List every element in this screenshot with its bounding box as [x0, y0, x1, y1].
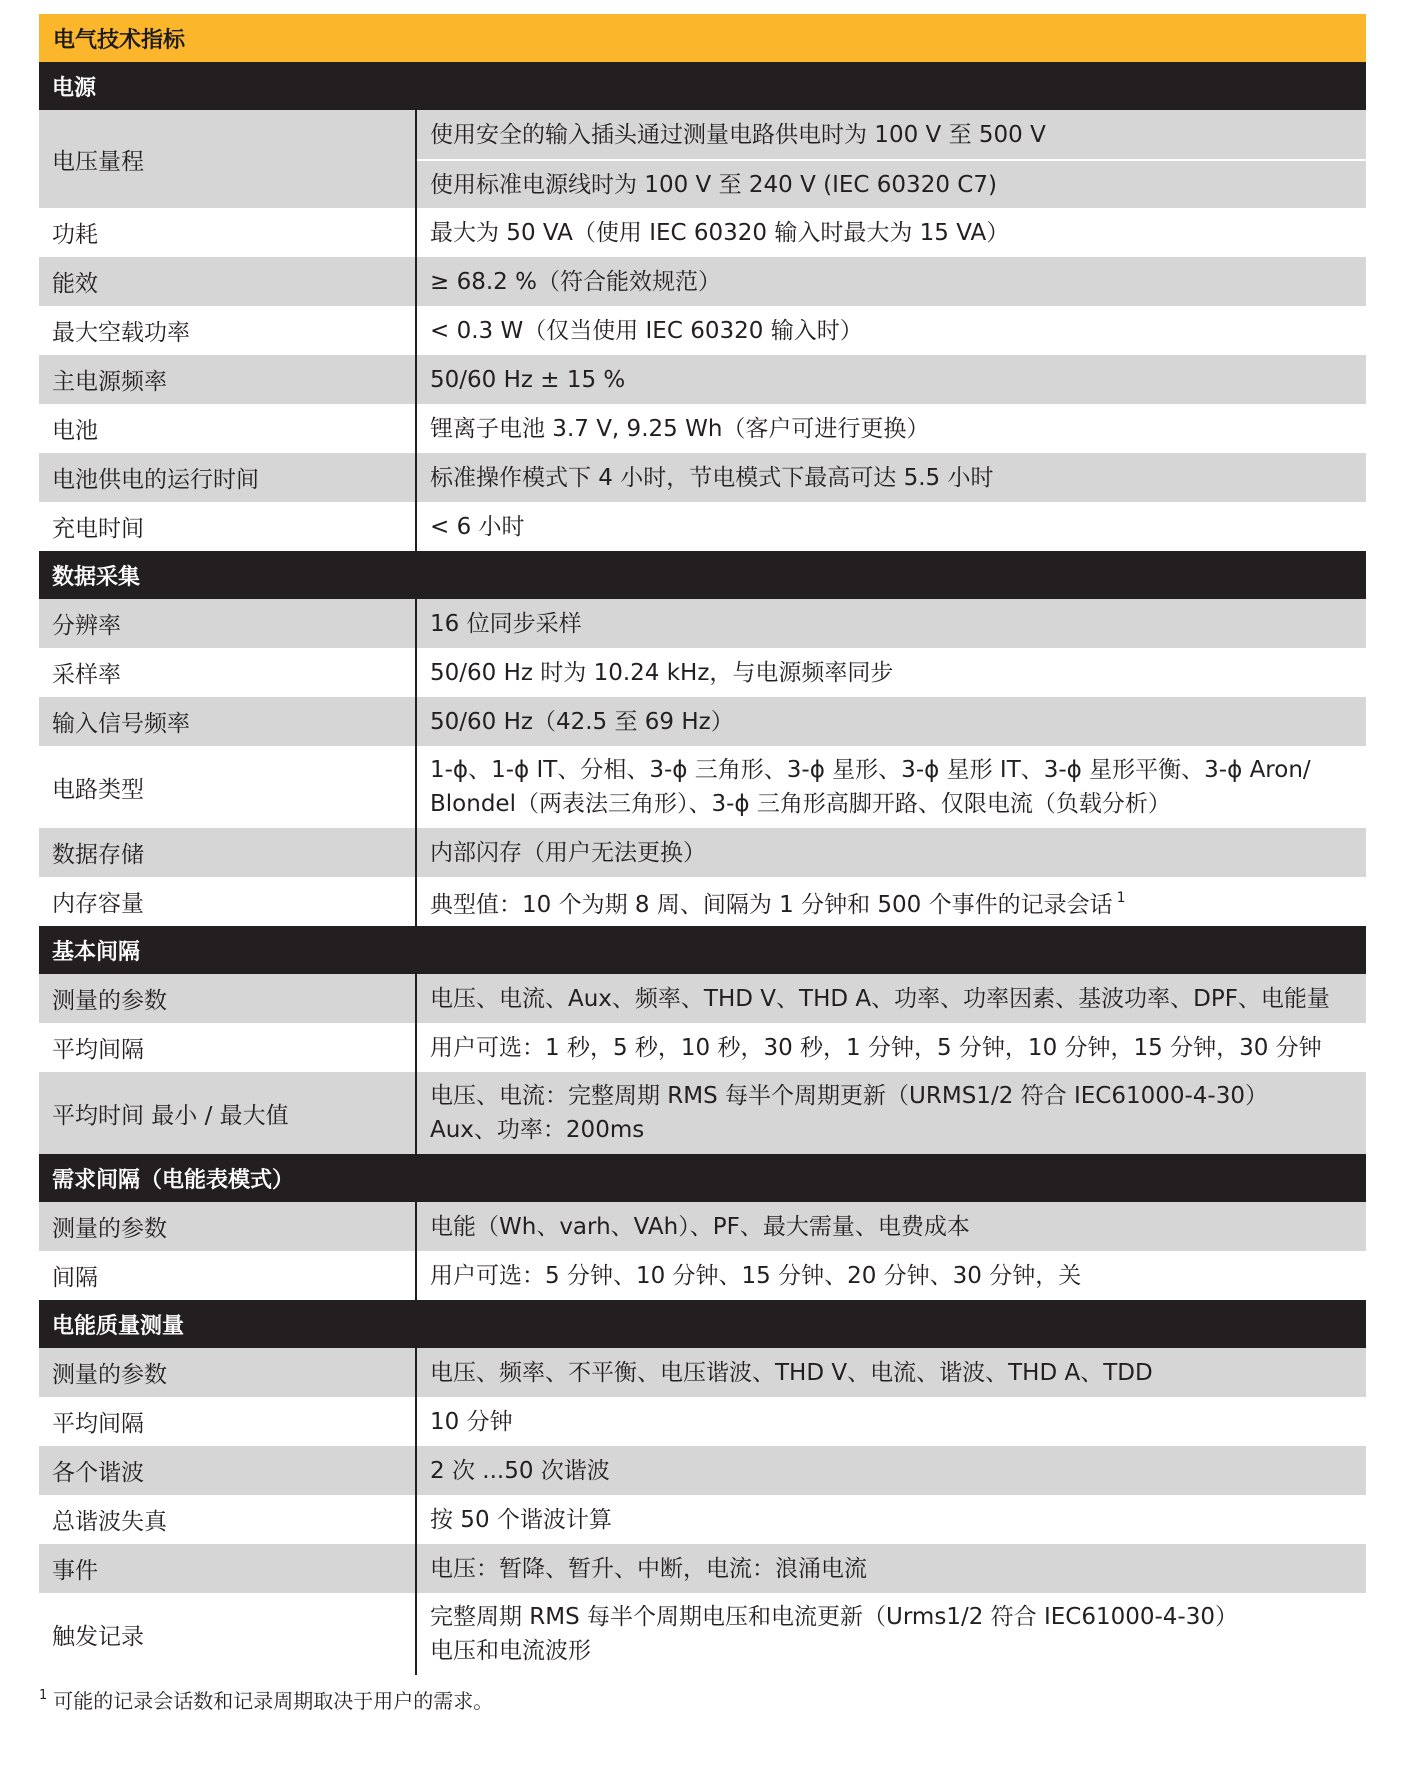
table-row — [39, 502, 1366, 551]
value-line-wrap — [430, 787, 1358, 821]
table-row — [39, 746, 1366, 828]
row-label: 平均间隔 — [39, 1397, 417, 1446]
row-label: 触发记录 — [39, 1593, 417, 1675]
row-label: 功耗 — [39, 208, 417, 257]
row-value — [417, 1446, 1366, 1495]
row-value — [417, 1023, 1366, 1072]
row-value — [417, 159, 1366, 208]
value-line-wrap — [430, 982, 1358, 1016]
table-row — [39, 306, 1366, 355]
row-values — [417, 877, 1366, 926]
row-label: 电池 — [39, 404, 417, 453]
value-line-wrap — [430, 656, 1358, 690]
row-value — [417, 502, 1366, 551]
value-line-wrap — [430, 168, 1358, 202]
row-label: 电压量程 — [39, 110, 417, 208]
row-values — [417, 697, 1366, 746]
value-line-wrap — [430, 1634, 1358, 1668]
value-line-wrap — [430, 1210, 1358, 1244]
value-line: 使用安全的输入插头通过测量电路供电时为 100 V 至 500 V — [430, 121, 1046, 148]
value-line-wrap — [430, 1454, 1358, 1488]
value-line-wrap — [430, 510, 1358, 544]
row-values — [417, 746, 1366, 828]
value-line: 50/60 Hz 时为 10.24 kHz，与电源频率同步 — [430, 659, 894, 686]
value-line: 完整周期 RMS 每半个周期电压和电流更新（Urms1/2 符合 IEC61000-4-30） — [430, 1604, 1238, 1630]
value-line: 电能（Wh、varh、VAh）、PF、最大需量、电费成本 — [430, 1213, 970, 1240]
table-row — [39, 1446, 1366, 1495]
table-row — [39, 648, 1366, 697]
row-value — [417, 110, 1366, 159]
table-row — [39, 1348, 1366, 1397]
row-value — [417, 453, 1366, 502]
value-line-wrap — [430, 118, 1358, 152]
row-label: 测量的参数 — [39, 974, 417, 1023]
row-label: 分辨率 — [39, 599, 417, 648]
table-row — [39, 1544, 1366, 1593]
table-row — [39, 1397, 1366, 1446]
row-value — [417, 208, 1366, 257]
spec-table — [39, 14, 1366, 1675]
table-row — [39, 1495, 1366, 1544]
value-line: 电压、电流：完整周期 RMS 每半个周期更新（URMS1/2 符合 IEC61000-4-30） — [430, 1083, 1268, 1109]
row-value — [417, 648, 1366, 697]
table-row — [39, 1072, 1366, 1154]
row-values — [417, 1446, 1366, 1495]
table-row — [39, 1593, 1366, 1675]
value-line-wrap — [430, 314, 1358, 348]
row-values — [417, 1072, 1366, 1154]
section-heading: 基本间隔 — [39, 926, 1366, 974]
table-row — [39, 1202, 1366, 1251]
row-label: 采样率 — [39, 648, 417, 697]
value-line-wrap — [430, 1600, 1358, 1634]
row-value — [417, 1348, 1366, 1397]
row-value — [417, 974, 1366, 1023]
row-values — [417, 404, 1366, 453]
row-values — [417, 502, 1366, 551]
row-label: 主电源频率 — [39, 355, 417, 404]
row-value — [417, 355, 1366, 404]
row-value — [417, 599, 1366, 648]
row-values — [417, 648, 1366, 697]
row-value — [417, 746, 1366, 828]
row-values — [417, 208, 1366, 257]
row-values — [417, 1202, 1366, 1251]
value-line: 按 50 个谐波计算 — [430, 1506, 612, 1533]
table-row — [39, 1251, 1366, 1300]
row-value — [417, 697, 1366, 746]
row-values — [417, 1397, 1366, 1446]
row-label: 平均时间 最小 / 最大值 — [39, 1072, 417, 1154]
row-label: 总谐波失真 — [39, 1495, 417, 1544]
value-line-wrap — [430, 1405, 1358, 1439]
row-value — [417, 1544, 1366, 1593]
value-line: 内部闪存（用户无法更换） — [430, 839, 706, 866]
value-line: < 6 小时 — [430, 513, 525, 540]
table-row — [39, 828, 1366, 877]
value-line: 使用标准电源线时为 100 V 至 240 V (IEC 60320 C7) — [430, 171, 997, 198]
row-label: 各个谐波 — [39, 1446, 417, 1495]
table-row — [39, 1023, 1366, 1072]
row-value — [417, 306, 1366, 355]
value-line: Aux、功率：200ms — [430, 1117, 645, 1143]
value-line: 电压、电流、Aux、频率、THD V、THD A、功率、功率因素、基波功率、DPF、电能量 — [430, 985, 1330, 1012]
value-line: 电压：暂降、暂升、中断，电流：浪涌电流 — [430, 1555, 867, 1582]
table-row — [39, 404, 1366, 453]
value-line: 2 次 ...50 次谐波 — [430, 1457, 610, 1484]
table-title: 电气技术指标 — [39, 14, 1366, 62]
table-row — [39, 110, 1366, 208]
spec-sections — [39, 62, 1366, 1675]
row-values — [417, 453, 1366, 502]
row-label: 测量的参数 — [39, 1348, 417, 1397]
row-label: 测量的参数 — [39, 1202, 417, 1251]
row-value — [417, 257, 1366, 306]
row-values — [417, 1251, 1366, 1300]
row-value — [417, 1251, 1366, 1300]
row-value — [417, 1202, 1366, 1251]
value-line: 电压、频率、不平衡、电压谐波、THD V、电流、谐波、THD A、TDD — [430, 1359, 1153, 1386]
footnote-mark: 1 — [39, 1688, 48, 1703]
row-values — [417, 828, 1366, 877]
table-row — [39, 257, 1366, 306]
value-line: 锂离子电池 3.7 V, 9.25 Wh（客户可进行更换） — [430, 415, 930, 442]
value-line: 用户可选：1 秒，5 秒，10 秒，30 秒，1 分钟，5 分钟，10 分钟，15 分钟，30 分钟 — [430, 1034, 1322, 1061]
value-line-wrap — [430, 1031, 1358, 1065]
row-values — [417, 1023, 1366, 1072]
row-value — [417, 1072, 1366, 1154]
section-heading: 电能质量测量 — [39, 1300, 1366, 1348]
value-line-wrap — [430, 607, 1358, 641]
row-label: 间隔 — [39, 1251, 417, 1300]
row-values — [417, 306, 1366, 355]
row-values — [417, 599, 1366, 648]
row-label: 平均间隔 — [39, 1023, 417, 1072]
row-values — [417, 355, 1366, 404]
value-line: 用户可选：5 分钟、10 分钟、15 分钟、20 分钟、30 分钟，关 — [430, 1262, 1082, 1289]
row-values — [417, 974, 1366, 1023]
row-value — [417, 1495, 1366, 1544]
row-values — [417, 1593, 1366, 1675]
value-line-wrap — [430, 412, 1358, 446]
row-values — [417, 1495, 1366, 1544]
table-row — [39, 208, 1366, 257]
table-row — [39, 974, 1366, 1023]
row-label: 电路类型 — [39, 746, 417, 828]
row-label: 事件 — [39, 1544, 417, 1593]
value-line-wrap — [430, 265, 1358, 299]
row-label: 最大空载功率 — [39, 306, 417, 355]
value-line-wrap — [430, 216, 1358, 250]
value-line-wrap — [430, 363, 1358, 397]
footnote-ref: 1 — [1116, 890, 1126, 906]
value-line: 标准操作模式下 4 小时，节电模式下最高可达 5.5 小时 — [430, 464, 994, 491]
value-line: 最大为 50 VA（使用 IEC 60320 输入时最大为 15 VA） — [430, 219, 1010, 246]
section-heading: 电源 — [39, 62, 1366, 110]
row-values — [417, 257, 1366, 306]
section-heading: 需求间隔（电能表模式） — [39, 1154, 1366, 1202]
value-line: 电压和电流波形 — [430, 1638, 591, 1664]
row-value — [417, 828, 1366, 877]
value-line-wrap — [430, 705, 1358, 739]
row-value — [417, 1397, 1366, 1446]
footnote-text: 可能的记录会话数和记录周期取决于用户的需求。 — [53, 1689, 494, 1713]
row-label: 充电时间 — [39, 502, 417, 551]
table-row — [39, 599, 1366, 648]
table-row — [39, 453, 1366, 502]
row-value — [417, 404, 1366, 453]
value-line: 典型值：10 个为期 8 周、间隔为 1 分钟和 500 个事件的记录会话 — [430, 892, 1113, 918]
row-values — [417, 1348, 1366, 1397]
value-line-wrap — [430, 1503, 1358, 1537]
row-label: 输入信号频率 — [39, 697, 417, 746]
value-line: ≥ 68.2 %（符合能效规范） — [430, 268, 721, 295]
section-heading: 数据采集 — [39, 551, 1366, 599]
value-line-wrap — [430, 461, 1358, 495]
row-value — [417, 1593, 1366, 1675]
value-line-wrap — [430, 1552, 1358, 1586]
value-line-wrap — [430, 881, 1358, 922]
value-line: 10 分钟 — [430, 1408, 513, 1435]
value-line-wrap — [430, 836, 1358, 870]
value-line: 50/60 Hz（42.5 至 69 Hz） — [430, 708, 734, 735]
row-label: 电池供电的运行时间 — [39, 453, 417, 502]
row-label: 数据存储 — [39, 828, 417, 877]
value-line: Blondel（两表法三角形）、3-ϕ 三角形高脚开路、仅限电流（负载分析） — [430, 791, 1171, 817]
value-line-wrap — [430, 1113, 1358, 1147]
value-line: < 0.3 W（仅当使用 IEC 60320 输入时） — [430, 317, 863, 344]
row-label: 内存容量 — [39, 877, 417, 926]
value-line: 16 位同步采样 — [430, 610, 582, 637]
value-line-wrap — [430, 1259, 1358, 1293]
row-label: 能效 — [39, 257, 417, 306]
value-line-wrap — [430, 753, 1358, 787]
table-row — [39, 355, 1366, 404]
table-row — [39, 697, 1366, 746]
footnote — [39, 1685, 493, 1714]
value-line-wrap — [430, 1079, 1358, 1113]
value-line: 50/60 Hz ± 15 % — [430, 366, 626, 393]
table-row — [39, 877, 1366, 926]
row-values — [417, 1544, 1366, 1593]
row-value — [417, 877, 1366, 926]
value-line-wrap — [430, 1356, 1358, 1390]
value-line: 1-ϕ、1-ϕ IT、分相、3-ϕ 三角形、3-ϕ 星形、3-ϕ 星形 IT、3-ϕ 星形平衡、3-ϕ Aron/ — [430, 757, 1311, 783]
row-values — [417, 110, 1366, 208]
